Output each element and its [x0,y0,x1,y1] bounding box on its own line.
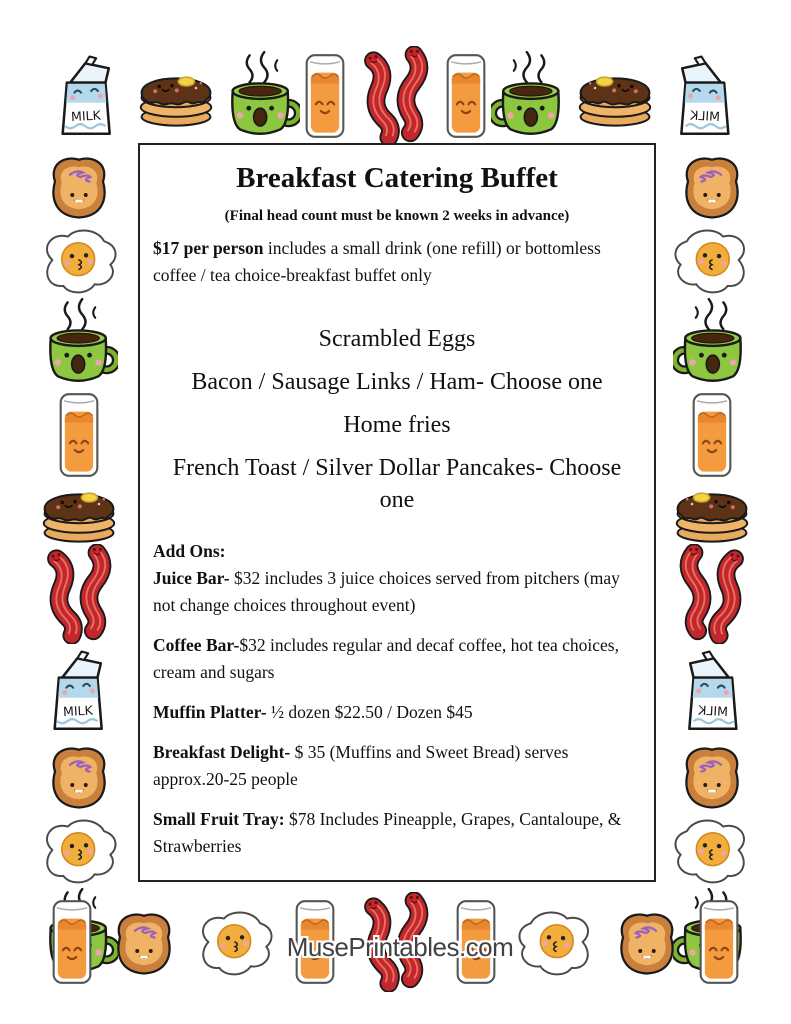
addon-small-fruit-tray [153,806,641,860]
juice-icon [48,897,96,987]
menu-item-home-fries: Home fries [343,412,451,438]
milk-icon [36,644,122,738]
toast-icon [108,904,180,980]
menu-item-toast-pancakes-choice: French Toast / Silver Dollar Pancakes- Choose one [172,455,622,513]
menu-item-meat-choice: Bacon / Sausage Links / Ham- Choose one [191,369,603,395]
juice-icon [688,390,736,480]
addon-label: Muffin Platter- [153,702,267,722]
pancakes-icon [570,64,660,128]
menu-card [138,143,656,882]
addons-heading: Add Ons: [153,541,226,561]
addon-juice-bar [153,565,641,619]
watermark: MusePrintables.com [286,932,514,962]
toast-icon [611,904,683,980]
addon-text: $32 includes regular and decaf coffee, hot tea choices, cream and sugars [153,635,619,682]
menu-subtitle: (Final head count must be known 2 weeks in advance) [224,208,570,224]
coffee-icon [491,49,569,143]
addon-text: $32 includes 3 juice choices served from pitchers (may not change choices throughout event) [153,568,620,615]
menu-item-scrambled-eggs: Scrambled Eggs [318,326,476,352]
juice-icon [55,390,103,480]
juice-icon [442,51,490,141]
egg-icon [512,906,600,978]
addon-label: Coffee Bar- [153,635,240,655]
intro-text: includes a small drink (one refill) or bottomless coffee / tea choice-breakfast buffet only [153,238,601,285]
menu-title: Breakfast Catering Buffet [236,162,558,194]
intro-paragraph [153,235,641,289]
toast-icon [43,738,115,814]
egg-icon [191,906,279,978]
toast-icon [676,148,748,224]
pancakes-icon [34,480,124,544]
addon-muffin-platter [153,699,641,726]
milk-icon [661,49,747,143]
addon-coffee-bar [153,632,641,686]
addon-text: $ 35 (Muffins and Sweet Bread) serves approx.20-25 people [153,742,569,789]
juice-icon [301,51,349,141]
addon-breakfast-delight [153,739,641,793]
addon-text: $78 Includes Pineapple, Grapes, Cantaloupe, & Strawberries [153,809,622,856]
addon-label: Breakfast Delight- [153,742,291,762]
addon-label: Small Fruit Tray: [153,809,285,829]
border-top [44,46,747,146]
egg-icon [668,814,756,886]
pancakes-icon [131,64,221,128]
juice-icon [695,897,743,987]
border-left [32,148,126,900]
price-per-person: $17 per person [153,238,264,258]
addon-label: Juice Bar- [153,568,230,588]
pancakes-icon [667,480,757,544]
bacon-icon [351,46,441,146]
bacon-icon [34,544,124,644]
coffee-icon [222,49,300,143]
addons-section [153,538,641,860]
border-right [665,148,759,900]
milk-icon [44,49,130,143]
coffee-icon [673,296,751,390]
coffee-icon [40,296,118,390]
bacon-icon [667,544,757,644]
egg-icon [35,224,123,296]
main-items-list [153,323,641,516]
toast-icon [43,148,115,224]
addon-text: ½ dozen $22.50 / Dozen $45 [266,702,473,722]
egg-icon [35,814,123,886]
milk-icon [669,644,755,738]
toast-icon [676,738,748,814]
egg-icon [668,224,756,296]
